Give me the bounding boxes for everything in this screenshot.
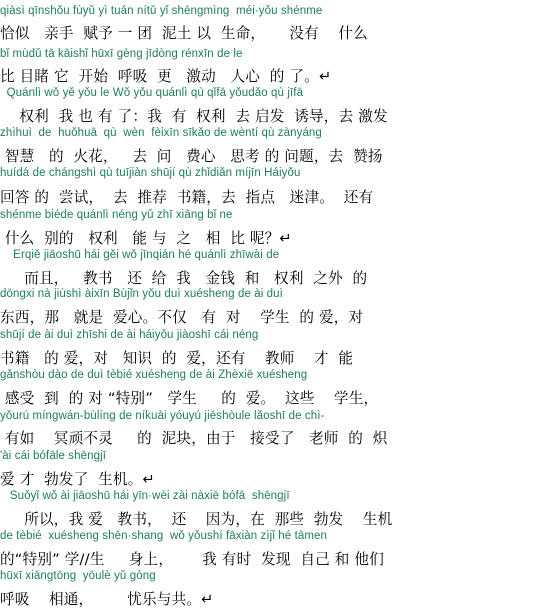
text-line: 恰似 亲手 赋予 一 团 泥土 以 生命， 没有 什么 bbox=[0, 25, 368, 42]
text-line: 有如 冥顽不灵 的 泥块，由于 接受了 老师 的 炽 bbox=[0, 430, 388, 447]
pinyin-line: de tèbié xuésheng shēn·shang wǒ yǒushí fāxiàn zìjǐ hé tāmen bbox=[0, 530, 328, 542]
pinyin-line: gǎnshòu dào de duì tèbié xuésheng de ài Zhèxiē xuésheng bbox=[0, 369, 308, 381]
pinyin-line: dōngxi nà jiùshì àixīn Bùjǐn yǒu duì xuésheng de ài duì bbox=[0, 288, 283, 300]
pinyin-line: yǒurú míngwán-bùlíng de níkuài yóuyú jiēshòule lǎoshī de chì- bbox=[0, 410, 325, 422]
pinyin-line: qiàsì qīnshǒu fùyǔ yì tuán nítǔ yǐ shēngmìng méi·yǒu shénme bbox=[0, 5, 323, 17]
pinyin-line: Suǒyǐ wǒ ài jiāoshū hái yīn·wèi zài nàxiē bófā shēngjī bbox=[0, 490, 290, 502]
pinyin-line: shūjí de ài duì zhīshi de ài háiyǒu jiàoshī cái néng bbox=[0, 329, 259, 341]
text-line: 的“特别” 学//生 身上， 我 有时 发现 自己 和 他们 bbox=[0, 551, 384, 568]
pinyin-line: Quánlì wǒ yě yǒu le Wǒ yǒu quánlì qù qǐfā yǒudǎo qù jīfā bbox=[0, 87, 304, 99]
text-line: 回答 的 尝试， 去 推荐 书籍，去 指点 迷津。 还有 bbox=[0, 189, 374, 206]
text-line: 智慧 的 火花， 去 问 费心 思考 的 问题，去 赞扬 bbox=[0, 148, 383, 165]
pinyin-line: huídá de chángshì qù tuījiàn shūjí qù zhǐdiǎn míjīn Háiyǒu bbox=[0, 167, 301, 179]
pinyin-line: hūxī xiāngtōng yōulè yǔ gòng bbox=[0, 570, 156, 582]
pinyin-line: shénme biéde quánlì néng yǔ zhī xiāng bǐ ne bbox=[0, 209, 233, 221]
text-line: 爱 才 勃发了 生机。↵ bbox=[0, 471, 155, 488]
text-line: 所以，我 爱 教书， 还 因为，在 那些 勃发 生机 bbox=[0, 511, 393, 528]
text-line: 感受 到 的 对 “特别” 学生 的 爱。 这些 学生， bbox=[0, 390, 379, 407]
text-line: 东西，那 就是 爱心。不仅 有 对 学生 的 爱，对 bbox=[0, 309, 364, 326]
text-line: 书籍 的 爱，对 知识 的 爱，还有 教师 才 能 bbox=[0, 350, 354, 367]
pinyin-line: Érqiě jiāoshū hái gěi wǒ jīnqián hé quánlì zhīwài de bbox=[0, 249, 280, 261]
pinyin-line: 'ài cái bófāle shēngjī bbox=[0, 450, 107, 462]
text-line: 呼吸 相通， 忧乐与共。↵ bbox=[0, 591, 214, 608]
text-line: 比 目睹 它 开始 呼吸 更 激动 人心 的 了。↵ bbox=[0, 68, 332, 85]
text-line: 权利 我 也 有 了：我 有 权利 去 启发 诱导，去 激发 bbox=[0, 108, 388, 125]
pinyin-line: bǐ mùdǔ tā kāishǐ hūxī gèng jīdòng rénxīn de le bbox=[0, 48, 243, 60]
pinyin-line: zhìhuì de huǒhuā qù wèn fèixīn sīkǎo de wèntí qù zànyáng bbox=[0, 127, 322, 139]
text-line: 什么 别的 权利 能 与 之 相 比 呢？↵ bbox=[0, 230, 292, 247]
text-line: 而且， 教书 还 给 我 金钱 和 权利 之外 的 bbox=[0, 270, 368, 287]
